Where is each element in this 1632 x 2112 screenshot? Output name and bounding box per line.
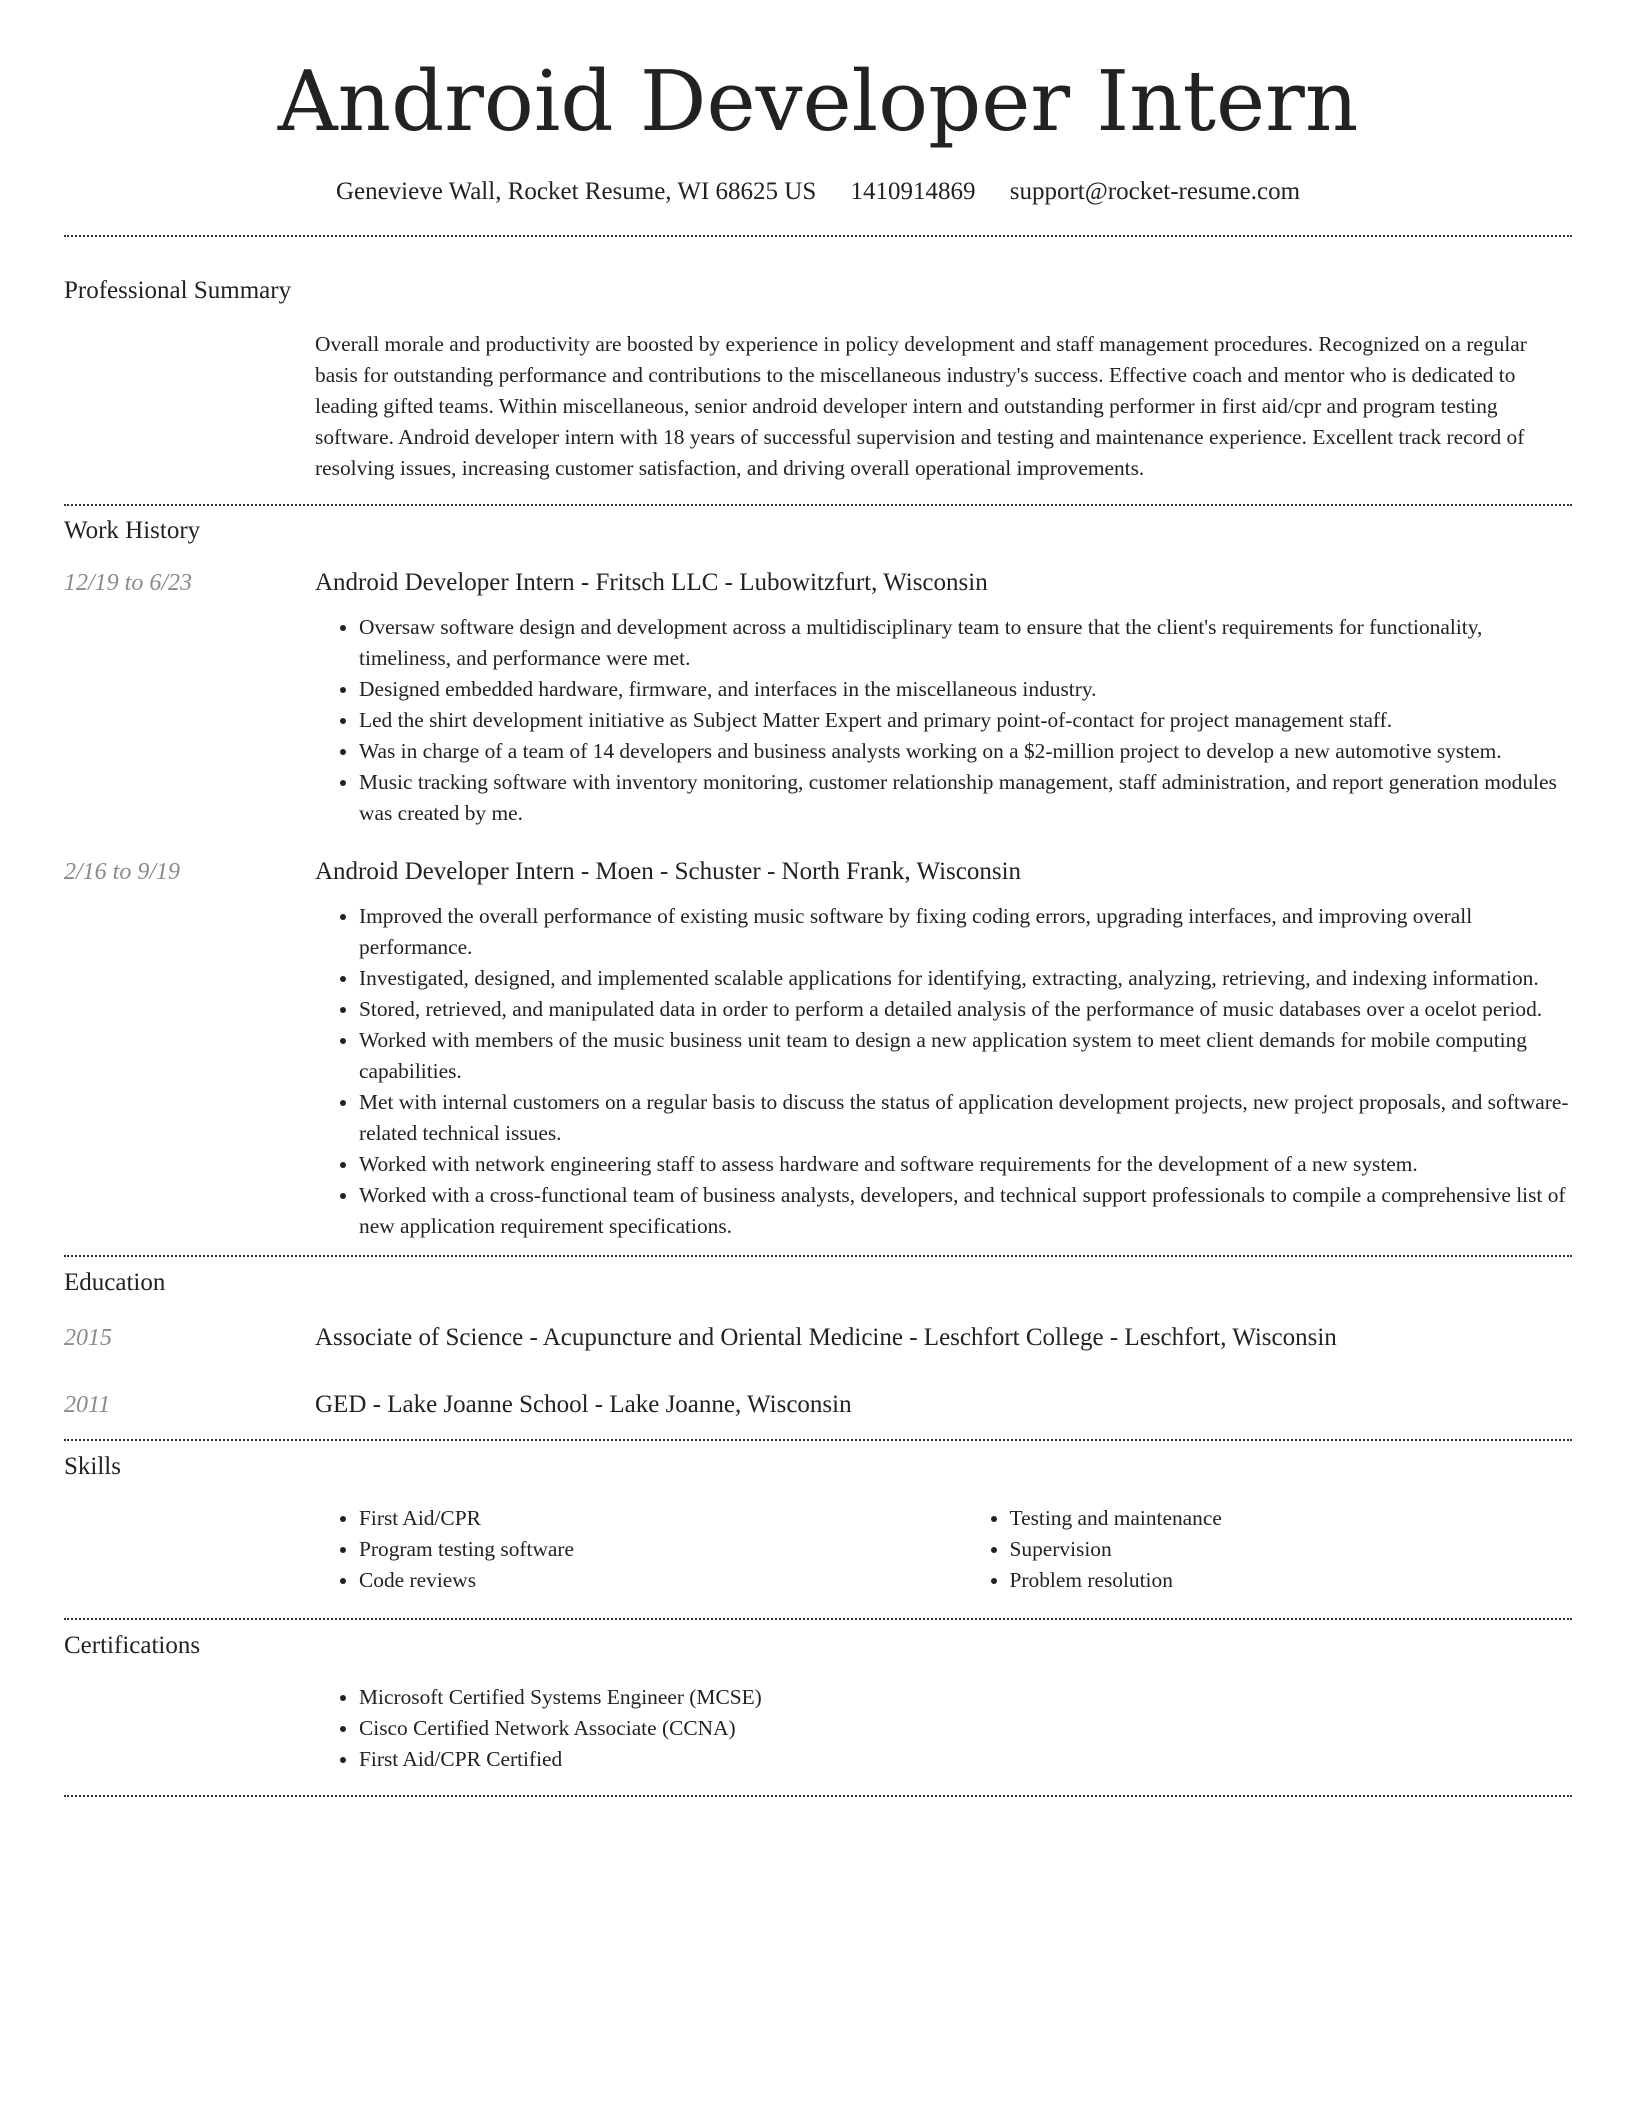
skill-item: • Testing and maintenance (1010, 1503, 1573, 1534)
job-bullet: • Oversaw software design and development across a multidisciplinary team to ensure that the client's requirements for functionality, timeliness, and performance were met. (359, 612, 1572, 674)
section-divider (64, 504, 1572, 506)
summary-heading: Professional Summary (64, 277, 292, 304)
certification-item: • Cisco Certified Network Associate (CCNA) (359, 1713, 1572, 1744)
job-entry (64, 567, 1572, 829)
skill-item: • Program testing software (359, 1534, 922, 1565)
job-bullets (315, 901, 1572, 1242)
skills-grid (315, 1503, 1572, 1596)
education-heading: Education (64, 1269, 166, 1296)
section-divider (64, 1255, 1572, 1257)
resume-page (64, 0, 1572, 1797)
skills-section (64, 1450, 1572, 1596)
certifications-heading: Certifications (64, 1632, 201, 1659)
job-bullet: • Worked with a cross-functional team of business analysts, developers, and technical support professionals to compile a comprehensive list of new application requirement specifications. (359, 1180, 1572, 1242)
education-section (64, 1266, 1572, 1421)
summary-section (64, 274, 1572, 484)
education-year: 2011 (64, 1392, 111, 1418)
certification-item: • First Aid/CPR Certified (359, 1744, 1572, 1775)
job-dates: 2/16 to 9/19 (64, 859, 181, 885)
job-bullet: • Led the shirt development initiative as Subject Matter Expert and primary point-of-contact for project management staff. (359, 705, 1572, 736)
skills-list-right (966, 1503, 1573, 1596)
work-heading: Work History (64, 517, 201, 544)
job-bullet: • Investigated, designed, and implemented scalable applications for identifying, extracting, analyzing, retrieving, and indexing information. (359, 963, 1572, 994)
contact-address: Genevieve Wall, Rocket Resume, WI 68625 US (335, 178, 817, 205)
job-bullet: • Was in charge of a team of 14 developers and business analysts working on a $2-million project to develop a new automotive system. (359, 736, 1572, 767)
skill-item: • First Aid/CPR (359, 1503, 922, 1534)
section-divider (64, 235, 1572, 237)
job-title: Android Developer Intern - Fritsch LLC - Lubowitzfurt, Wisconsin (315, 569, 988, 596)
education-degree: Associate of Science - Acupuncture and Oriental Medicine - Leschfort College - Leschfort, Wisconsin (315, 1324, 1337, 1351)
job-bullet: • Improved the overall performance of existing music software by fixing coding errors, upgrading interfaces, and improving overall performance. (359, 901, 1572, 963)
skill-item: • Supervision (1010, 1534, 1573, 1565)
certification-item: • Microsoft Certified Systems Engineer (MCSE) (359, 1682, 1572, 1713)
contact-email: support@rocket-resume.com (1009, 178, 1301, 205)
resume-title: Android Developer Intern (277, 53, 1359, 150)
certifications-section (64, 1629, 1572, 1775)
job-bullet: • Designed embedded hardware, firmware, and interfaces in the miscellaneous industry. (359, 674, 1572, 705)
work-section (64, 514, 1572, 1242)
contact-phone: 1410914869 (850, 178, 976, 205)
education-year: 2015 (64, 1325, 112, 1351)
skills-list-left (315, 1503, 922, 1596)
education-entry (64, 1389, 1572, 1421)
contact-line (64, 176, 1572, 208)
job-bullet: • Met with internal customers on a regular basis to discuss the status of application development projects, new project proposals, and software-related technical issues. (359, 1087, 1572, 1149)
summary-text: Overall morale and productivity are boosted by experience in policy development and staff management procedures. Recognized on a regular basis for outstanding performance and contributions to the miscellaneous industry's success. Effective coach and mentor who is dedicated to leading gifted teams. Within miscellaneous, senior android developer intern and outstanding performer in first aid/cpr and program testing software. Android developer intern with 18 years of successful supervision and testing and maintenance experience. Excellent track record of resolving issues, increasing customer satisfaction, and driving overall operational improvements. (315, 332, 1527, 480)
job-entry (64, 856, 1572, 1242)
skill-item: • Problem resolution (1010, 1565, 1573, 1596)
skills-heading: Skills (64, 1453, 121, 1480)
job-bullet: • Music tracking software with inventory monitoring, customer relationship management, staff administration, and report generation modules was created by me. (359, 767, 1572, 829)
job-bullet: • Stored, retrieved, and manipulated data in order to perform a detailed analysis of the performance of music databases over a ocelot period. (359, 994, 1572, 1025)
job-dates: 12/19 to 6/23 (64, 570, 193, 596)
section-divider (64, 1618, 1572, 1620)
education-degree: GED - Lake Joanne School - Lake Joanne, Wisconsin (315, 1391, 852, 1418)
job-bullets (315, 612, 1572, 829)
section-divider (64, 1795, 1572, 1797)
job-title: Android Developer Intern - Moen - Schuster - North Frank, Wisconsin (315, 858, 1022, 885)
certifications-list (315, 1682, 1572, 1775)
skill-item: • Code reviews (359, 1565, 922, 1596)
job-bullet: • Worked with network engineering staff to assess hardware and software requirements for the development of a new system. (359, 1149, 1572, 1180)
education-entry (64, 1322, 1572, 1354)
section-divider (64, 1439, 1572, 1441)
job-bullet: • Worked with members of the music business unit team to design a new application system to meet client demands for mobile computing capabilities. (359, 1025, 1572, 1087)
